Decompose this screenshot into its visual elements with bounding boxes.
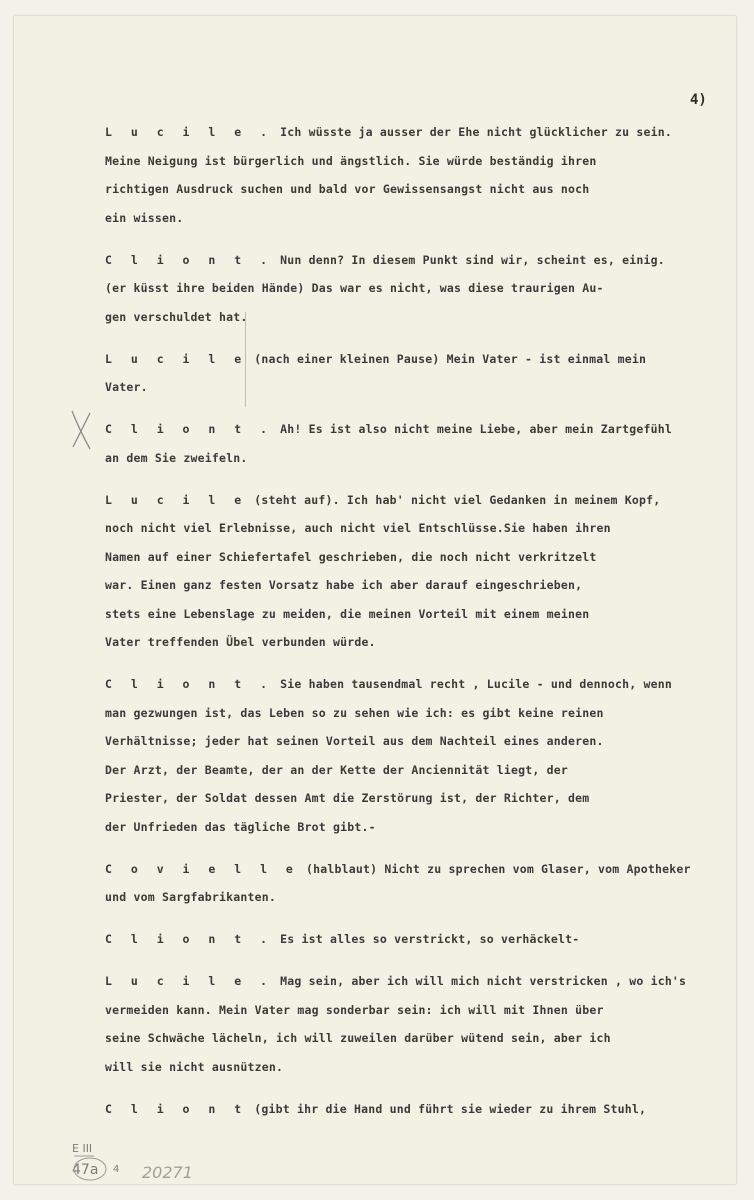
speaker-name: L u c i l e — [105, 492, 248, 507]
dialogue-line: Nun denn? In diesem Punkt sind wir, scheint es, einig. — [273, 252, 665, 267]
speaker-name: C l i o n t . — [105, 422, 274, 436]
dialogue-text — [105, 118, 735, 1137]
dialogue-paragraph — [105, 925, 735, 954]
dialogue-line: vermeiden kann. Mein Vater mag sonderbar sein: ich will mit Ihnen über — [105, 1002, 604, 1017]
archive-pencil-annotation — [72, 1134, 232, 1194]
dialogue-line: stets eine Lebenslage zu meiden, die meinen Vorteil mit einem meinen — [105, 606, 590, 621]
dialogue-paragraph — [105, 415, 735, 472]
dialogue-line: seine Schwäche lächeln, ich will zuweilen darüber wütend sein, aber ich — [105, 1031, 611, 1045]
dialogue-line: Vater treffenden Übel verbunden würde. — [105, 635, 376, 649]
archive-marks — [72, 1134, 232, 1194]
archive-mark-3: 4 — [113, 1164, 120, 1175]
dialogue-line: Namen auf einer Schiefertafel geschrieben, die noch nicht verkritzelt — [105, 549, 597, 564]
dialogue-line: Mag sein, aber ich will mich nicht verstricken , wo ich's — [273, 974, 687, 988]
dialogue-line: man gezwungen ist, das Leben so zu sehen wie ich: es gibt keine reinen — [105, 705, 604, 720]
dialogue-paragraph — [105, 855, 735, 912]
dialogue-line: (er küsst ihre beiden Hände) Das war es nicht, was diese traurigen Au- — [105, 281, 604, 295]
dialogue-line: der Unfrieden das tägliche Brot gibt.- — [105, 819, 376, 834]
dialogue-line: Der Arzt, der Beamte, der an der Kette der Anciennität liegt, der — [105, 762, 569, 777]
page-number: 4) — [690, 92, 707, 108]
dialogue-line: (gibt ihr die Hand und führt sie wieder zu ihrem Stuhl, — [247, 1101, 647, 1116]
dialogue-paragraph — [105, 118, 735, 232]
dialogue-paragraph — [105, 967, 735, 1081]
speaker-name: C l i o n t . — [105, 252, 274, 267]
dialogue-line: Ah! Es ist also nicht meine Liebe, aber mein Zartgefühl — [273, 422, 672, 436]
speaker-name: L u c i l e . — [105, 974, 274, 988]
dialogue-paragraph — [105, 486, 735, 657]
dialogue-line: an dem Sie zweifeln. — [105, 450, 248, 465]
dialogue-line: war. Einen ganz festen Vorsatz habe ich aber darauf eingeschrieben, — [105, 578, 583, 592]
dialogue-line: Es ist alles so verstrickt, so verhäckelt- — [273, 932, 580, 946]
archive-mark-1: E III — [72, 1142, 93, 1155]
speaker-name: C l i o n t . — [105, 677, 274, 691]
dialogue-line: Vater. — [105, 380, 148, 394]
speaker-name: C l i o n t — [105, 1101, 248, 1116]
typescript-page — [14, 16, 736, 1184]
dialogue-line: richtigen Ausdruck suchen und bald vor Gewissensangst nicht aus noch — [105, 182, 590, 196]
dialogue-paragraph — [105, 345, 735, 402]
pencil-x-mark-icon — [70, 409, 92, 451]
archive-mark-2: 47a — [72, 1162, 99, 1178]
dialogue-line: (halblaut) Nicht zu sprechen vom Glaser, vom Apotheker — [298, 861, 691, 876]
speaker-name: C l i o n t . — [105, 932, 274, 946]
speaker-name: L u c i l e — [105, 351, 248, 366]
dialogue-line: will sie nicht ausnützen. — [105, 1059, 284, 1074]
dialogue-line: (nach einer kleinen Pause) Mein Vater - ist einmal mein — [247, 351, 647, 366]
dialogue-line: gen verschuldet hat. — [105, 309, 248, 324]
dialogue-line: noch nicht viel Erlebnisse, auch nicht viel Entschlüsse.Sie haben ihren — [105, 521, 611, 535]
speaker-name: C o v i e l l e — [105, 861, 299, 876]
dialogue-line: (steht auf). Ich hab' nicht viel Gedanken in meinem Kopf, — [247, 492, 661, 507]
dialogue-line: Verhältnisse; jeder hat seinen Vorteil aus dem Nachteil eines anderen. — [105, 734, 604, 748]
dialogue-paragraph — [105, 670, 735, 841]
dialogue-line: und vom Sargfabrikanten. — [105, 890, 276, 904]
dialogue-line: Ich wüsste ja ausser der Ehe nicht glücklicher zu sein. — [273, 125, 672, 139]
dialogue-paragraph — [105, 1095, 735, 1124]
dialogue-paragraph — [105, 246, 735, 332]
dialogue-line: Meine Neigung ist bürgerlich und ängstlich. Sie würde beständig ihren — [105, 153, 597, 168]
speaker-name: L u c i l e . — [105, 125, 274, 139]
dialogue-line: Priester, der Soldat dessen Amt die Zerstörung ist, der Richter, dem — [105, 791, 590, 805]
dialogue-line: Sie haben tausendmal recht , Lucile - und dennoch, wenn — [273, 677, 672, 691]
archive-number: 20271 — [142, 1163, 193, 1182]
dialogue-line: ein wissen. — [105, 210, 184, 225]
